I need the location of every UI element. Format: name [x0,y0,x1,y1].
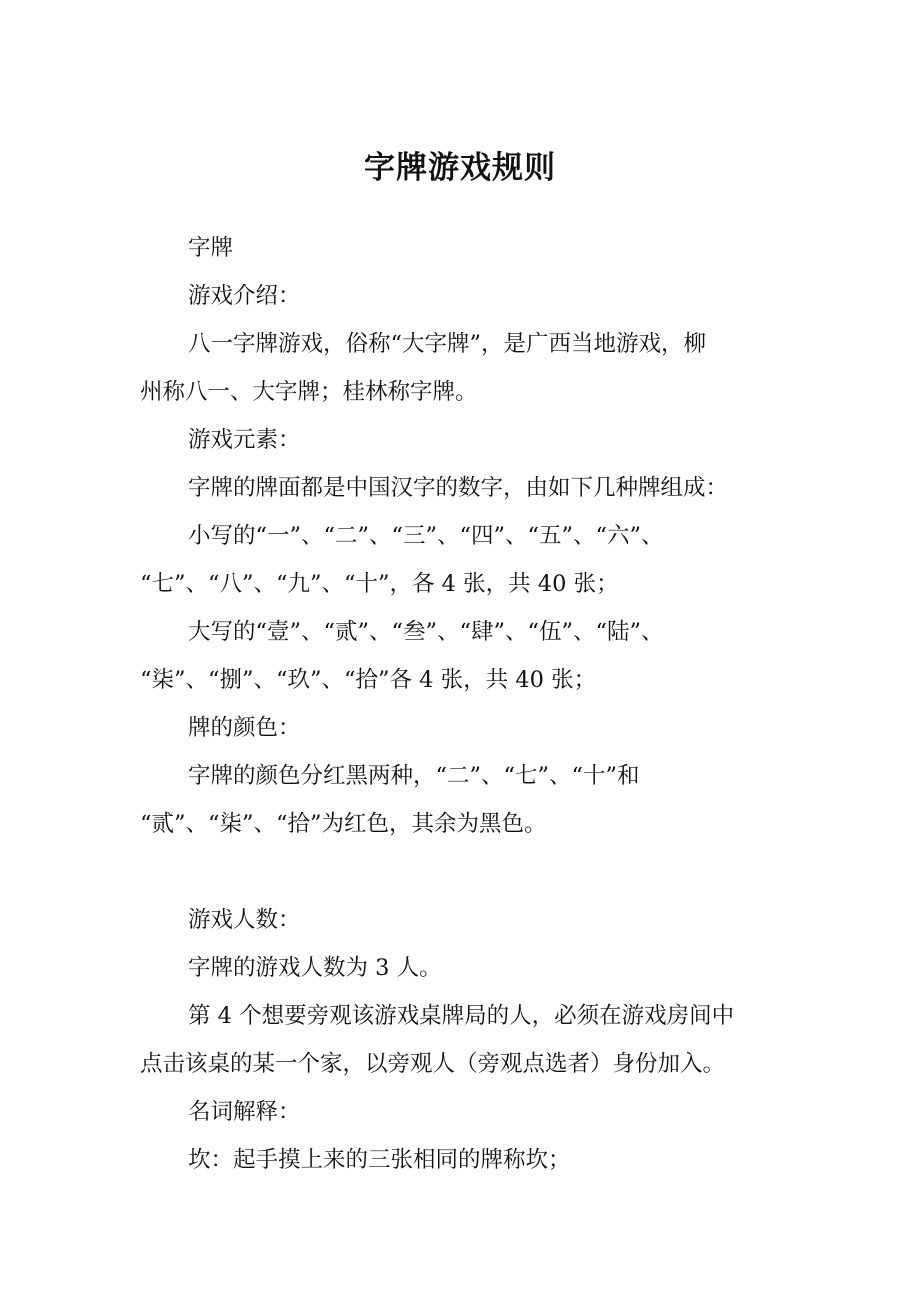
paragraph-line: 坎：起手摸上来的三张相同的牌称坎； [188,1147,571,1173]
paragraph-line: 小写的“一”、“二”、“三”、“四”、“五”、“六”、 [188,523,664,549]
blank-line [140,848,800,896]
paragraph-line: 字牌的颜色分红黑两种，“二”、“七”、“十”和 [188,763,640,789]
paragraph-line: 点击该桌的某一个家，以旁观人（旁观点选者）身份加入。 [140,1051,726,1077]
section-heading: 游戏人数： [188,907,301,933]
paragraph-line: 字牌的牌面都是中国汉字的数字，由如下几种牌组成： [188,475,729,501]
paragraph-line: 八一字牌游戏，俗称“大字牌”，是广西当地游戏，柳 [188,331,707,357]
paragraph-line: 第 4 个想要旁观该游戏桌牌局的人，必须在游戏房间中 [188,1003,735,1029]
paragraph-line: “柒”、“捌”、“玖”、“拾”各 4 张，共 40 张； [140,667,597,693]
section-heading: 游戏元素： [188,427,301,453]
paragraph-line: 字牌的游戏人数为 3 人。 [188,955,442,981]
paragraph-line: 字牌 [188,235,234,261]
paragraph-line: 大写的“壹”、“贰”、“叁”、“肆”、“伍”、“陆”、 [188,619,664,645]
document-title: 字牌游戏规则 [364,150,556,186]
section-heading: 游戏介绍： [188,283,301,309]
document-body [140,224,800,1184]
paragraph-line: “七”、“八”、“九”、“十”，各 4 张，共 40 张； [140,571,619,597]
paragraph-line: “贰”、“柒”、“拾”为红色，其余为黑色。 [140,811,547,837]
section-heading: 牌的颜色： [188,715,301,741]
section-heading: 名词解释： [188,1099,301,1125]
paragraph-line: 州称八一、大字牌；桂林称字牌。 [140,379,478,405]
